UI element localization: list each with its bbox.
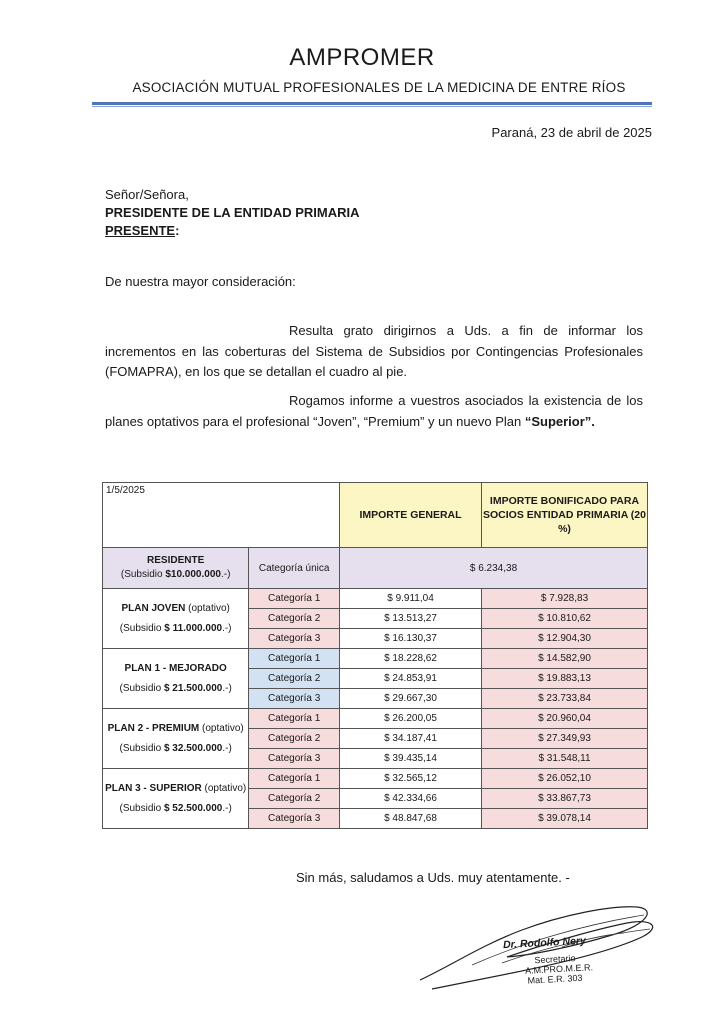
category-cell: Categoría 1 xyxy=(249,769,340,789)
general-amount-cell: $ 39.435,14 xyxy=(340,749,482,769)
column-header-general: IMPORTE GENERAL xyxy=(340,483,482,548)
org-title: AMPROMER xyxy=(289,44,435,71)
bonificado-amount-cell: $ 20.960,04 xyxy=(482,709,648,729)
letter-date: Paraná, 23 de abril de 2025 xyxy=(491,125,652,140)
table-row xyxy=(103,709,648,729)
category-cell: Categoría 3 xyxy=(249,749,340,769)
bonificado-amount-cell: $ 7.928,83 xyxy=(482,589,648,609)
rates-table xyxy=(102,482,648,829)
plan-name-cell: PLAN 1 - MEJORADO (Subsidio $ 21.500.000.-) xyxy=(103,649,249,709)
category-cell: Categoría 2 xyxy=(249,789,340,809)
category-cell: Categoría 2 xyxy=(249,609,340,629)
table-date: 1/5/2025 xyxy=(103,483,340,548)
category-cell: Categoría 1 xyxy=(249,649,340,669)
table-row xyxy=(103,649,648,669)
closing-line: Sin más, saludamos a Uds. muy atentamente. - xyxy=(296,870,570,885)
bonificado-amount-cell: $ 31.548,11 xyxy=(482,749,648,769)
table-header-row xyxy=(103,483,648,548)
bonificado-amount-cell: $ 27.349,93 xyxy=(482,729,648,749)
header-divider-thin xyxy=(92,106,652,107)
bonificado-amount-cell: $ 23.733,84 xyxy=(482,689,648,709)
recipient-line1: Señor/Señora, xyxy=(105,187,189,202)
plan-name-cell: PLAN 3 - SUPERIOR (optativo) (Subsidio $ 52.500.000.-) xyxy=(103,769,249,829)
category-cell: Categoría 3 xyxy=(249,689,340,709)
recipient-line3: PRESENTE: xyxy=(105,223,180,238)
general-amount-cell: $ 9.911,04 xyxy=(340,589,482,609)
category-cell: Categoría 1 xyxy=(249,709,340,729)
bonificado-amount-cell: $ 39.078,14 xyxy=(482,809,648,829)
general-amount-cell: $ 32.565,12 xyxy=(340,769,482,789)
header-divider xyxy=(92,102,652,105)
residente-value: $ 6.234,38 xyxy=(340,548,648,589)
paragraph-1: Resulta grato dirigirnos a Uds. a fin de informar los incrementos en las coberturas del Sistema de Subsidios por Contingencias Profesionales (FOMAPRA), en los que se detallan el cuadro al pie. xyxy=(105,323,643,379)
signature-name: Dr. Rodolfo Nery xyxy=(502,934,587,952)
recipient-block xyxy=(105,186,359,240)
bonificado-amount-cell: $ 26.052,10 xyxy=(482,769,648,789)
plan-residente: RESIDENTE (Subsidio $10.000.000.-) xyxy=(103,548,249,589)
general-amount-cell: $ 16.130,37 xyxy=(340,629,482,649)
recipient-line2: PRESIDENTE DE LA ENTIDAD PRIMARIA xyxy=(105,205,360,220)
general-amount-cell: $ 48.847,68 xyxy=(340,809,482,829)
plan-name-cell: PLAN 2 - PREMIUM (optativo) (Subsidio $ 32.500.000.-) xyxy=(103,709,249,769)
bonificado-amount-cell: $ 12.904,30 xyxy=(482,629,648,649)
general-amount-cell: $ 18.228,62 xyxy=(340,649,482,669)
org-subtitle: ASOCIACIÓN MUTUAL PROFESIONALES DE LA MEDICINA DE ENTRE RÍOS xyxy=(132,80,626,95)
bonificado-amount-cell: $ 14.582,90 xyxy=(482,649,648,669)
bonificado-amount-cell: $ 10.810,62 xyxy=(482,609,648,629)
plan-name-cell: PLAN JOVEN (optativo) (Subsidio $ 11.000.000.-) xyxy=(103,589,249,649)
category-cell: Categoría 3 xyxy=(249,809,340,829)
category-cell: Categoría 3 xyxy=(249,629,340,649)
general-amount-cell: $ 24.853,91 xyxy=(340,669,482,689)
bonificado-amount-cell: $ 19.883,13 xyxy=(482,669,648,689)
table-row xyxy=(103,589,648,609)
table-row xyxy=(103,769,648,789)
category-cell: Categoría 2 xyxy=(249,729,340,749)
category-cell: Categoría única xyxy=(249,548,340,589)
general-amount-cell: $ 34.187,41 xyxy=(340,729,482,749)
general-amount-cell: $ 26.200,05 xyxy=(340,709,482,729)
signature-stamp: Secretario A.M.PRO.M.E.R. Mat. E.R. 303 xyxy=(524,953,594,986)
category-cell: Categoría 2 xyxy=(249,669,340,689)
residente-row xyxy=(103,548,648,589)
category-cell: Categoría 1 xyxy=(249,589,340,609)
column-header-bonificado: IMPORTE BONIFICADO PARA SOCIOS ENTIDAD PRIMARIA (20 %) xyxy=(482,483,648,548)
paragraph-2: Rogamos informe a vuestros asociados la existencia de los planes optativos para el profesional “Joven”, “Premium” y un nuevo Plan “Superior”. xyxy=(105,393,643,429)
greeting: De nuestra mayor consideración: xyxy=(105,274,296,289)
general-amount-cell: $ 13.513,27 xyxy=(340,609,482,629)
general-amount-cell: $ 42.334,66 xyxy=(340,789,482,809)
general-amount-cell: $ 29.667,30 xyxy=(340,689,482,709)
bonificado-amount-cell: $ 33.867,73 xyxy=(482,789,648,809)
